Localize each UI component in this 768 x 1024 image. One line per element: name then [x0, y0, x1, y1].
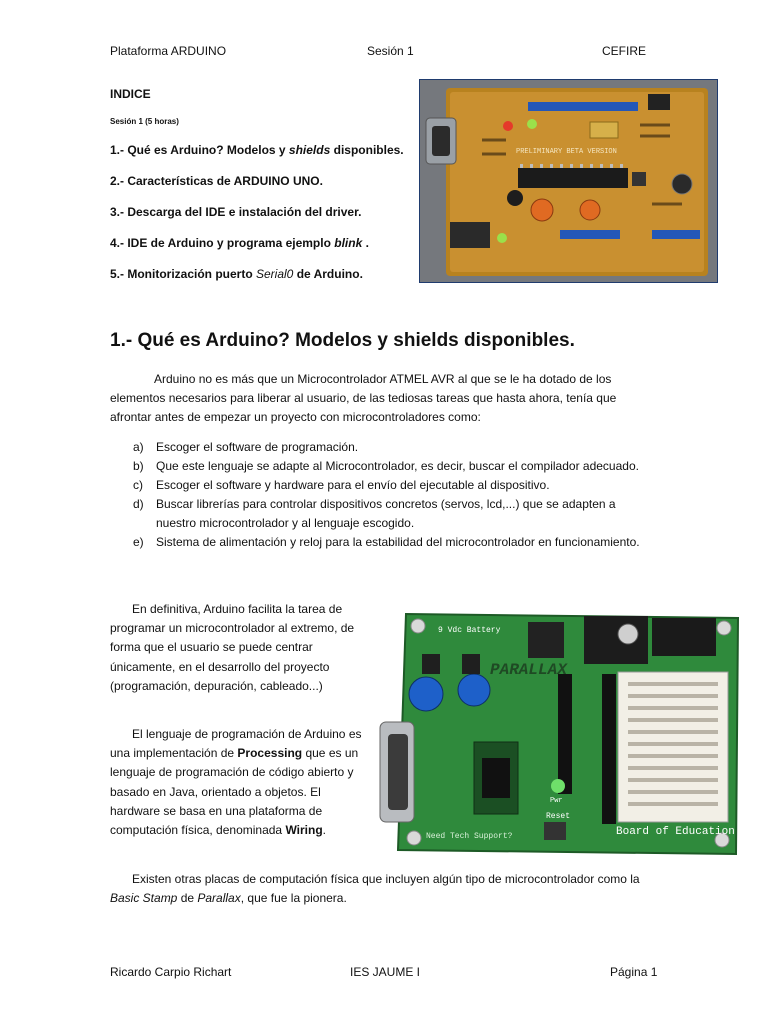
footer-center: IES JAUME I	[350, 965, 421, 979]
photo2-reset: Reset	[546, 812, 571, 821]
photo2-brand: PARALLAX	[490, 661, 567, 679]
index-item-3: 3.- Descarga del IDE e instalación del driver.	[110, 205, 362, 219]
section-heading: 1.- Qué es Arduino? Modelos y shields disponibles.	[110, 330, 575, 351]
footer-right: Página 1	[610, 965, 658, 979]
list-item: e) Sistema de alimentación y reloj para la estabilidad del microcontrolador en funcionamiento.	[133, 535, 640, 549]
index-item-5: 5.- Monitorización puerto Serial0 de Arduino.	[110, 267, 363, 281]
index-title: INDICE	[110, 87, 151, 101]
index-item-4: 4.- IDE de Arduino y programa ejemplo blink .	[110, 236, 369, 250]
photo2-battery: 9 Vdc Battery	[438, 626, 501, 635]
paragraph-lenguaje: El lenguaje de programación de Arduino es una implementación de Processing que es un lenguaje de programación de código abierto y basado en Java, orientado a objetos. El hardware se basa en una plataforma de computación física, denominada Wiring.	[110, 727, 362, 838]
photo2-pwr: Pwr	[550, 797, 563, 805]
list-item: a) Escoger el software de programación.	[133, 440, 359, 454]
header-right: CEFIRE	[602, 44, 647, 58]
requirements-list	[133, 438, 658, 552]
photo1-label: PRELIMINARY BETA VERSION	[516, 148, 617, 156]
list-item: c) Escoger el software y hardware para el envío del ejecutable al dispositivo.	[133, 478, 550, 492]
index-item-2: 2.- Características de ARDUINO UNO.	[110, 174, 323, 188]
photo2-label: Board of Education	[616, 826, 735, 838]
board-of-education-photo	[378, 610, 740, 858]
index-item-1: 1.- Qué es Arduino? Modelos y shields disponibles.	[110, 143, 404, 157]
footer-left: Ricardo Carpio Richart	[110, 965, 232, 979]
paragraph-otras-placas: Existen otras placas de computación física que incluyen algún tipo de microcontrolador como la Basic Stamp de Parallax, que fue la pionera.	[110, 872, 640, 905]
photo2-support: Need Tech Support?	[426, 832, 513, 841]
list-item: d) Buscar librerías para controlar dispositivos concretos (servos, lcd,...) que se adapten a nuestro microcontrolador y al lenguaje escogido.	[133, 497, 616, 530]
arduino-prototype-photo	[419, 79, 718, 283]
index-subtitle: Sesión 1 (5 horas)	[110, 117, 179, 126]
list-item: b) Que este lenguaje se adapte al Microcontrolador, es decir, buscar el compilador adecuado.	[133, 459, 639, 473]
header-center: Sesión 1	[367, 44, 414, 58]
header-left: Plataforma ARDUINO	[110, 44, 227, 58]
intro-paragraph: Arduino no es más que un Microcontrolador ATMEL AVR al que se le ha dotado de los elementos necesarios para liberar al usuario, de las tediosas tareas que hasta ahora, tenía que afrontar antes de empezar un proyecto con microcontroladores como:	[110, 372, 617, 424]
paragraph-definitiva: En definitiva, Arduino facilita la tarea de programar un microcontrolador al extremo, de forma que el usuario se puede centrar únicamente, en el desarrollo del proyecto (programación, depuración, cableado...)	[110, 602, 355, 693]
